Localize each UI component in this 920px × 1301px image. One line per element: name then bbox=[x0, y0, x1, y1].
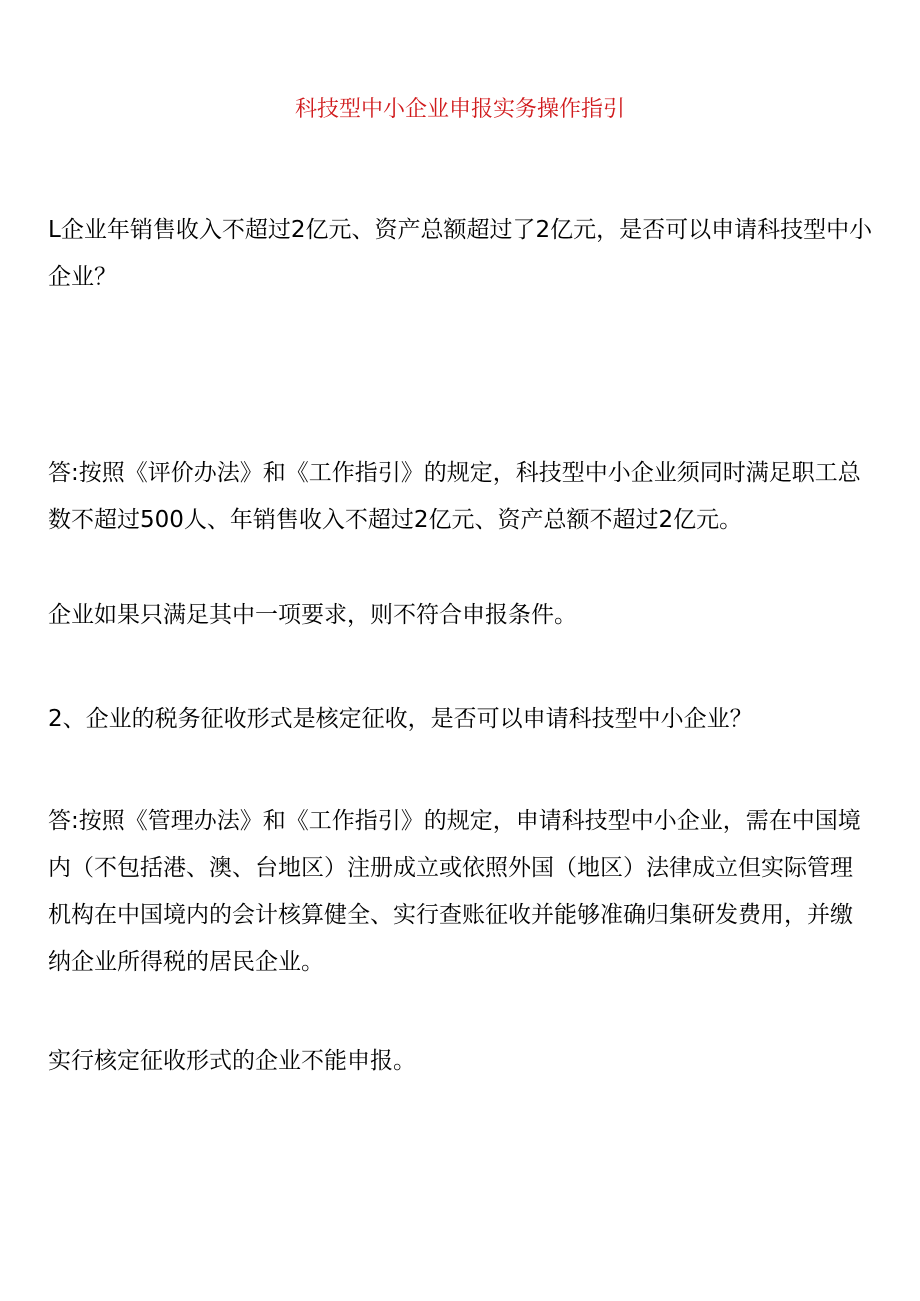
answer-1-note: 企业如果只满足其中一项要求，则不符合申报条件。 bbox=[48, 602, 577, 628]
question-1: L企业年销售收入不超过2亿元、资产总额超过了2亿元，是否可以申请科技型中小企业？ bbox=[48, 217, 873, 290]
document-title: 科技型中小企业申报实务操作指引 bbox=[294, 97, 625, 122]
answer-2-note: 实行核定征收形式的企业不能申报。 bbox=[48, 1048, 416, 1074]
question-2: 2、企业的税务征收形式是核定征收，是否可以申请科技型中小企业？ bbox=[48, 706, 753, 732]
answer-1: 答:按照《评价办法》和《工作指引》的规定，科技型中小企业须同时满足职工总数不超过500人、年销售收入不超过2亿元、资产总额不超过2亿元。 bbox=[48, 460, 861, 533]
answer-2: 答:按照《管理办法》和《工作指引》的规定，申请科技型中小企业，需在中国境内（不包括港、澳、台地区）注册成立或依照外国（地区）法律成立但实际管理机构在中国境内的会计核算健全、实行查账征收并能够准确归集研发费用，并缴纳企业所得税的居民企业。 bbox=[48, 808, 861, 975]
